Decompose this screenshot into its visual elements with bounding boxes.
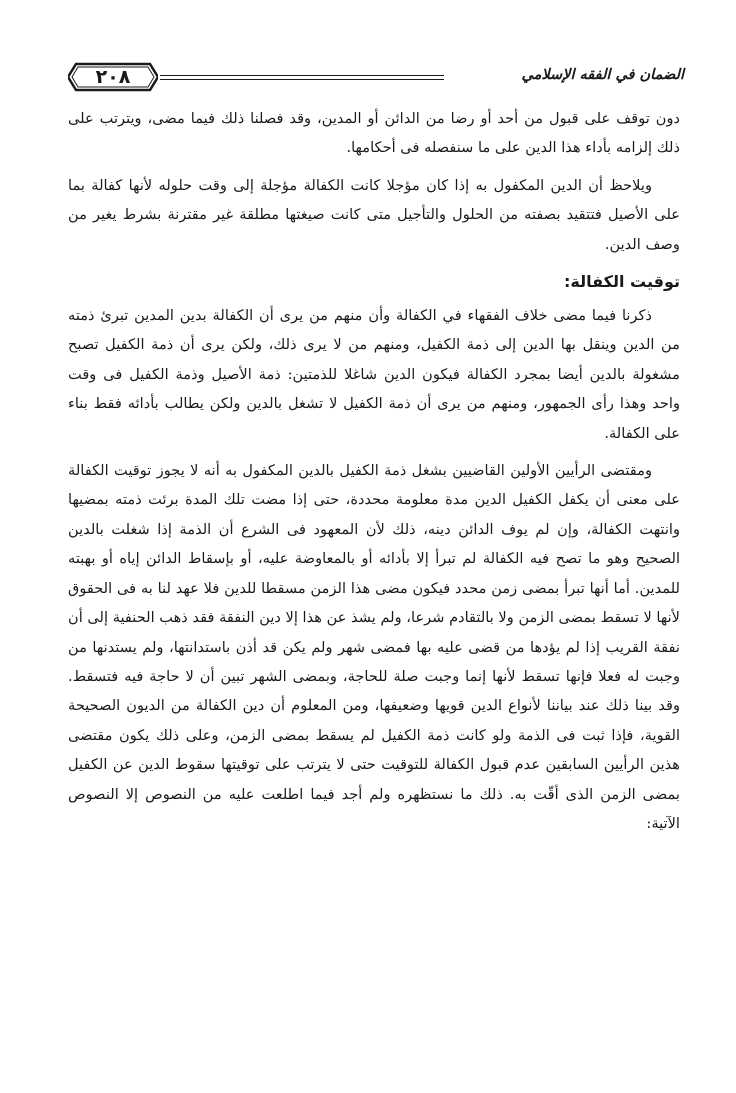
header-rule <box>160 75 444 80</box>
page-header <box>68 62 684 96</box>
section-heading: توقيت الكفالة: <box>564 272 680 292</box>
paragraph-3: ذكرنا فيما مضى خلاف الفقهاء في الكفالة وأن منهم من يرى أن الكفالة بدين المدين تبرئ ذمته من الدين وينقل بها الدين إلى ذمة الكفيل، ومنهم من لا يرى ذلك، ولكن يرى أن ذمة الكفيل تصبح مشغولة بالدين أيضا بمجرد الكفالة فيكون الدين شاغلا للذمتين: ذمة الأصيل وذمة الكفيل فى وقت واحد وهذا رأى الجمهور، ومنهم من يرى أن ذمة الكفيل لا تشغل بالدين ولكن يطالب بأدائه فقط بناء على الكفالة. <box>68 307 680 442</box>
page-number: ٢٠٨ <box>95 66 131 88</box>
paragraph-1: دون توقف على قبول من أحد أو رضا من الدائن أو المدين، وقد فصلنا ذلك فيما مضى، ويترتب على ذلك إلزامه بأداء هذا الدين على ما سنفصله فى أحكامها. <box>68 110 680 157</box>
running-title: الضمان في الفقه الإسلامي <box>521 67 684 83</box>
page-body <box>68 104 680 846</box>
page-number-badge <box>68 62 158 92</box>
paragraph-4: ومقتضى الرأيين الأولين القاضيين بشغل ذمة الكفيل بالدين المكفول به أنه لا يجوز توقيت الكفالة على معنى أن يكفل الكفيل الدين مدة معلومة محددة، حتى إذا مضت تلك المدة برئت ذمته بمضيها وانتهت الكفالة، وإن لم يوف الدائن دينه، ذلك لأن المعهود فى الشرع أن الذمة إذا شغلت بالدين الصحيح وهو ما تصح فيه الكفالة لم تبرأ إلا بأدائه أو بالمعاوضة عليه، أو بإسقاط الدائن إياه أو بهبته للمدين. أما أنها تبرأ بمضى زمن محدد فيكون مضى هذا الزمن مسقطا للدين فلا عهد لنا به فى الحقوق لأنها لا تسقط بمضى الزمن ولا بالتقادم شرعا، ولم يشذ عن هذا إلا دين النفقة فقد ذهب الحنفية إلى أن نفقة القريب إذا لم يؤدها من قضى عليه بها فمضى شهر ولم يكن قد أذن باستدانتها، ولم يستدنها من وجبت له فعلا فإنها تسقط لأنها إنما وجبت صلة للحاجة، وبمضى الشهر تبين أن لا حاجة فيه فتسقط. وقد بينا ذلك عند بياننا لأنواع الدين قويها وضعيفها، ومن المعلوم أن دين الكفالة من الديون الصحيحة القوية، فإذا ثبت فى الذمة ولو كانت ذمة الكفيل لم يسقط بمضى الزمن، وعلى ذلك يكون مقتضى هذين الرأيين السابقين عدم قبول الكفالة للتوقيت حتى لا يترتب على توقيتها سقوط الدين عن الكفيل بمضى الزمن الذى أقّت به. ذلك ما نستظهره ولم أجد فيما اطلعت عليه من النصوص إلا النصوص الآتية: <box>67 462 680 832</box>
paragraph-2: ويلاحظ أن الدين المكفول به إذا كان مؤجلا كانت الكفالة مؤجلة إلى وقت حلوله لأنها كفالة بما على الأصيل فتتقيد بصفته من الحلول والتأجيل متى كانت صيغتها مطلقة غير مقترنة بشرط يغير من وصف الدين. <box>68 176 680 253</box>
